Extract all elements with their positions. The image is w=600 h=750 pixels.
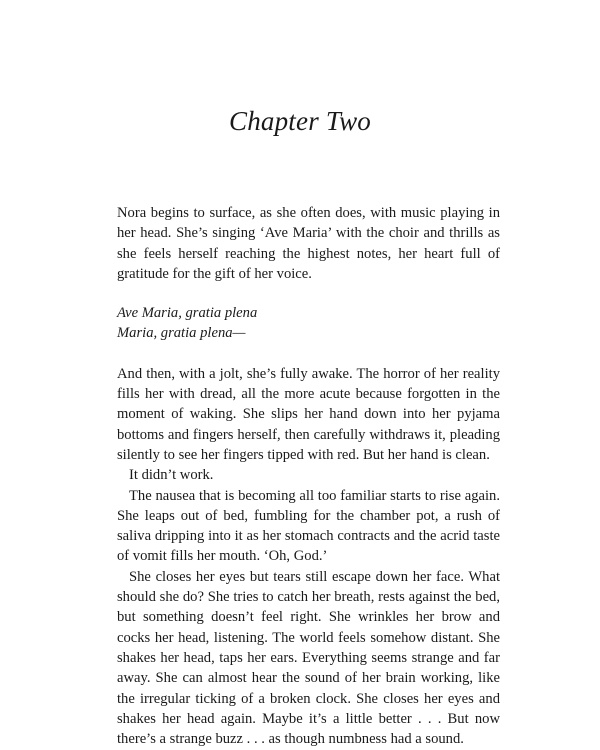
paragraph: The nausea that is becoming all too familiar starts to rise again. She leaps out of bed, fumbling for the chamber pot, a rush of saliva dripping into it as her stomach contracts and the acrid taste of vomit fills her mouth. ‘Oh, God.’ (117, 487, 500, 565)
chapter-title: Chapter Two (229, 106, 371, 136)
paragraph: It didn’t work. (129, 467, 214, 484)
paragraph: And then, with a jolt, she’s fully awake. The horror of her reality fills her with dread, all the more acute because forgotten in the moment of waking. She slips her hand down into her pyjama bottoms and fingers herself, then carefully withdraws it, pleading silently to see her fingers tipped with red. But her hand is clean. (117, 365, 500, 463)
verse-line: Maria, gratia plena— (117, 325, 246, 342)
paragraph-opening: Nora begins to surface, as she often does, with music playing in her head. She’s singing ‘Ave Maria’ with the choir and thrills as she feels herself reaching the highest notes, her heart full of gratitude for the gift of her voice. (117, 205, 500, 282)
verse-line: Ave Maria, gratia plena (117, 305, 258, 322)
chapter-body (117, 203, 500, 749)
verse-block (117, 303, 500, 344)
paragraph: She closes her eyes but tears still escape down her face. What should she do? She tries to catch her breath, rests against the bed, but something doesn’t feel right. She wrinkles her brow and cocks her head, listening. The world feels somehow distant. She shakes her head, taps her ears. Everything seems strange and far away. She can almost hear the sound of her brain working, like the irregular ticking of a broken clock. She closes her eyes and shakes her head again. Maybe it’s a little better . . . But now there’s a strange buzz . . . as though numbness had a sound. (117, 568, 500, 748)
